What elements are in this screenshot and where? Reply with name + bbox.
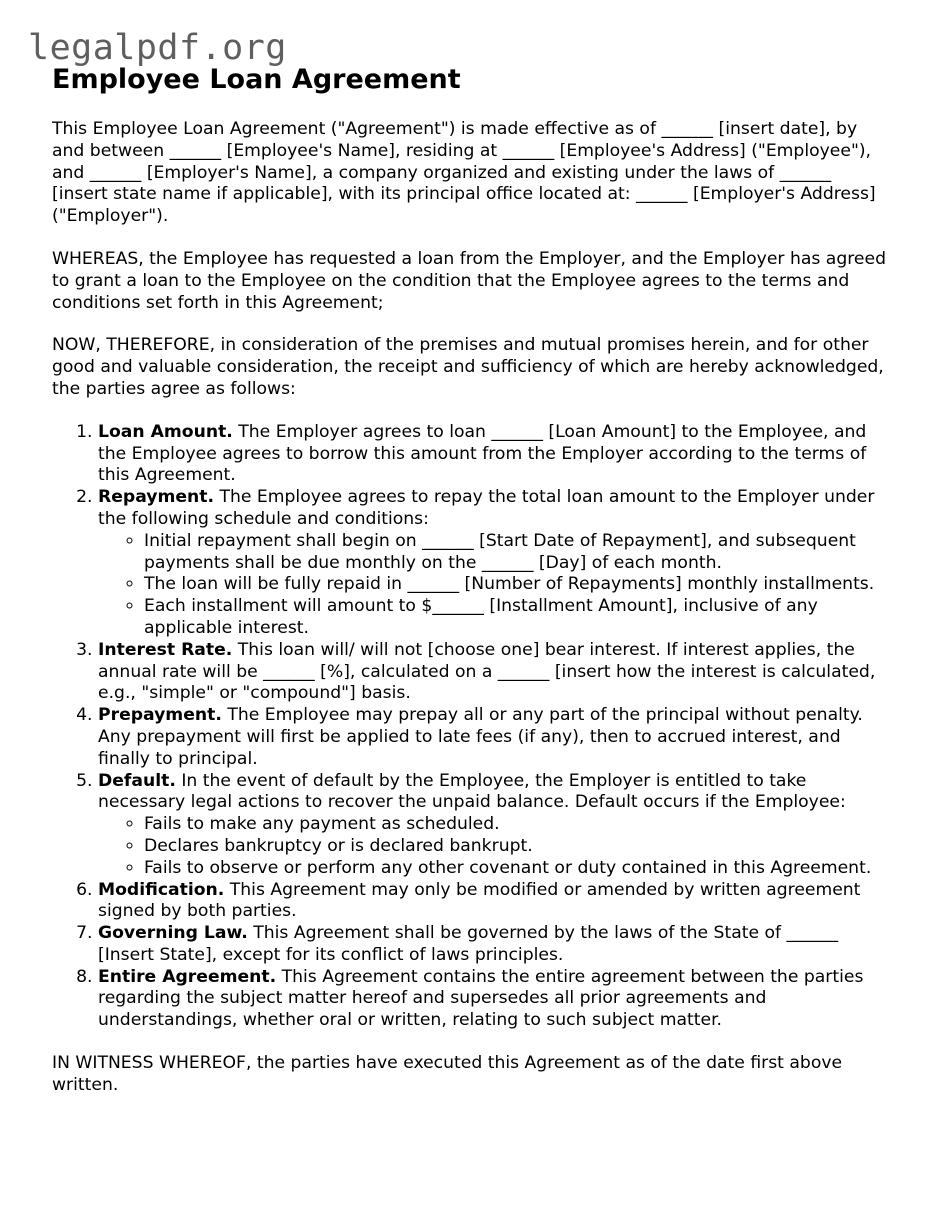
clause-default (98, 771, 892, 880)
clause-prepayment (98, 705, 892, 770)
clause-heading: Governing Law. (98, 923, 248, 944)
clause-text: This Agreement shall be governed by the laws of the State of ______ [Insert State], except for its conflict of laws principles. (98, 923, 839, 965)
clause-heading: Default. (98, 770, 176, 791)
list-item: ◦ Fails to make any payment as scheduled. (144, 814, 892, 836)
clause-repayment (98, 487, 892, 640)
witness-paragraph: IN WITNESS WHEREOF, the parties have executed this Agreement as of the date first above written. (52, 1053, 843, 1095)
clause-interest-rate (98, 640, 892, 705)
clause-governing-law (98, 923, 892, 967)
repayment-conditions (98, 531, 892, 640)
intro-paragraph: This Employee Loan Agreement ("Agreement") is made effective as of ______ [insert date], by and between ______ [Employee's Name], residing at ______ [Employee's Address] ("Employee"), and ______ [Employer's Name], a company organized and existing under the laws of ______ [insert state name if applicable], with its principal office located at: ______ [Employer's Address] ("Employer"). (52, 119, 876, 227)
clause-heading: Interest Rate. (98, 639, 233, 660)
clause-heading: Loan Amount. (98, 421, 233, 442)
clause-heading: Entire Agreement. (98, 966, 277, 987)
clause-entire-agreement (98, 967, 892, 1032)
clause-text: This Agreement may only be modified or amended by written agreement signed by both parties. (98, 879, 861, 922)
clause-heading: Prepayment. (98, 705, 222, 726)
list-item: ◦ Initial repayment shall begin on ______ [Start Date of Repayment], and subsequent payments shall be due monthly on the ______ [Day] of each month. (144, 531, 892, 575)
whereas-paragraph: WHEREAS, the Employee has requested a loan from the Employer, and the Employer has agreed to grant a loan to the Employee on the condition that the Employee agrees to the terms and conditions set forth in this Agreement; (52, 248, 886, 313)
clause-text: The Employee agrees to repay the total loan amount to the Employer under the following schedule and conditions: (98, 487, 875, 529)
now-therefore-paragraph: NOW, THEREFORE, in consideration of the premises and mutual promises herein, and for other good and valuable consideration, the receipt and sufficiency of which are hereby acknowledged, the parties agree as follows: (52, 335, 884, 399)
list-item: ◦ Fails to observe or perform any other covenant or duty contained in this Agreement. (144, 858, 892, 880)
document-title: Employee Loan Agreement (52, 64, 461, 95)
clause-text: The Employee may prepay all or any part of the principal without penalty. Any prepayment will first be applied to late fees (if any), then to accrued interest, and finally to principal. (98, 705, 863, 769)
watermark: legalpdf.org (28, 28, 287, 68)
clause-heading: Repayment. (98, 487, 215, 508)
list-item: ◦ Declares bankruptcy or is declared bankrupt. (144, 836, 892, 858)
clause-loan-amount (98, 422, 892, 487)
list-item: ◦ Each installment will amount to $______ [Installment Amount], inclusive of any applicable interest. (144, 596, 892, 640)
document-body (52, 62, 892, 1118)
clause-modification (98, 880, 892, 924)
list-item: ◦ The loan will be fully repaid in ______ [Number of Repayments] monthly installments. (144, 574, 892, 596)
clause-heading: Modification. (98, 879, 225, 900)
default-conditions (98, 814, 892, 879)
clause-text: In the event of default by the Employee, the Employer is entitled to take necessary legal actions to recover the unpaid balance. Default occurs if the Employee: (98, 770, 846, 813)
clause-text: The Employer agrees to loan ______ [Loan Amount] to the Employee, and the Employee agrees to borrow this amount from the Employer according to the terms of this Agreement. (98, 421, 867, 486)
clause-text: This Agreement contains the entire agreement between the parties regarding the subject matter hereof and supersedes all prior agreements and understandings, whether oral or written, relating to such subject matter. (98, 966, 864, 1031)
clause-text: This loan will/ will not [choose one] bear interest. If interest applies, the annual rate will be ______ [%], calculated on a ______ [insert how the interest is calculated, e.g., "simple" or "compound"] basis. (98, 639, 876, 704)
clause-list (52, 422, 892, 1032)
